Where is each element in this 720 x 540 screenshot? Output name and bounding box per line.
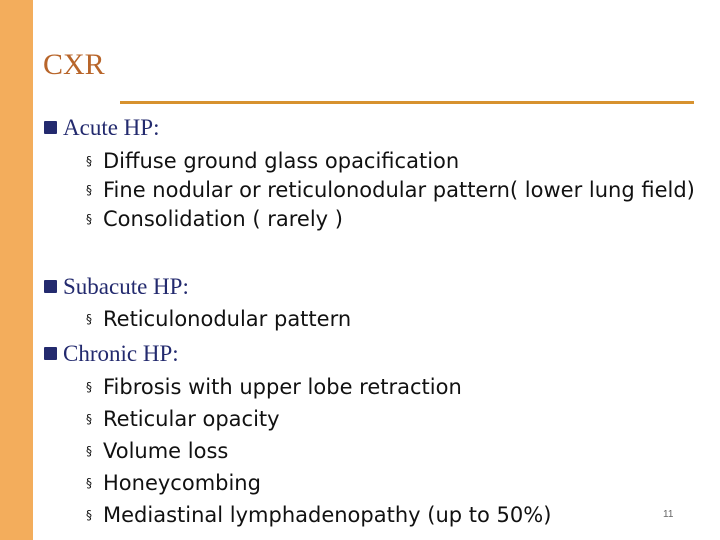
checkbox-bullet-icon (44, 121, 57, 134)
list-item: § Fibrosis with upper lobe retraction (86, 371, 686, 403)
square-bullet-icon: § (86, 312, 92, 326)
list-item: § Volume loss (86, 435, 686, 467)
list-item: § Mediastinal lymphadenopathy (up to 50%) (86, 499, 686, 531)
square-bullet-icon: § (86, 154, 92, 168)
slide-title: CXR (43, 48, 105, 81)
left-accent-bar (0, 0, 33, 540)
section-heading-label: Subacute HP: (63, 274, 189, 299)
acute-bullet-list (86, 147, 716, 233)
list-item: § Reticulonodular pattern (86, 307, 352, 331)
checkbox-bullet-icon (44, 347, 57, 360)
section-heading-chronic (44, 342, 179, 365)
chronic-bullet-list (86, 371, 686, 531)
section-heading-label: Chronic HP: (63, 341, 179, 366)
square-bullet-icon: § (86, 476, 92, 490)
list-item: § Fine nodular or reticulonodular pattern( lower lung field) (86, 178, 695, 202)
square-bullet-icon: § (86, 508, 92, 522)
square-bullet-icon: § (86, 412, 92, 426)
square-bullet-icon: § (86, 380, 92, 394)
section-heading-label: Acute HP: (63, 115, 160, 140)
title-underline (120, 101, 694, 104)
section-heading-subacute (44, 275, 189, 298)
square-bullet-icon: § (86, 183, 92, 197)
square-bullet-icon: § (86, 444, 92, 458)
list-item: § Honeycombing (86, 467, 686, 499)
checkbox-bullet-icon (44, 280, 57, 293)
list-item: § Reticular opacity (86, 403, 686, 435)
list-item: § Consolidation ( rarely ) (86, 207, 343, 231)
list-item: § Diffuse ground glass opacification (86, 149, 460, 173)
section-heading-acute (44, 116, 159, 139)
page-number: 11 (663, 509, 674, 520)
square-bullet-icon: § (86, 212, 92, 226)
subacute-bullet-list (86, 305, 686, 333)
